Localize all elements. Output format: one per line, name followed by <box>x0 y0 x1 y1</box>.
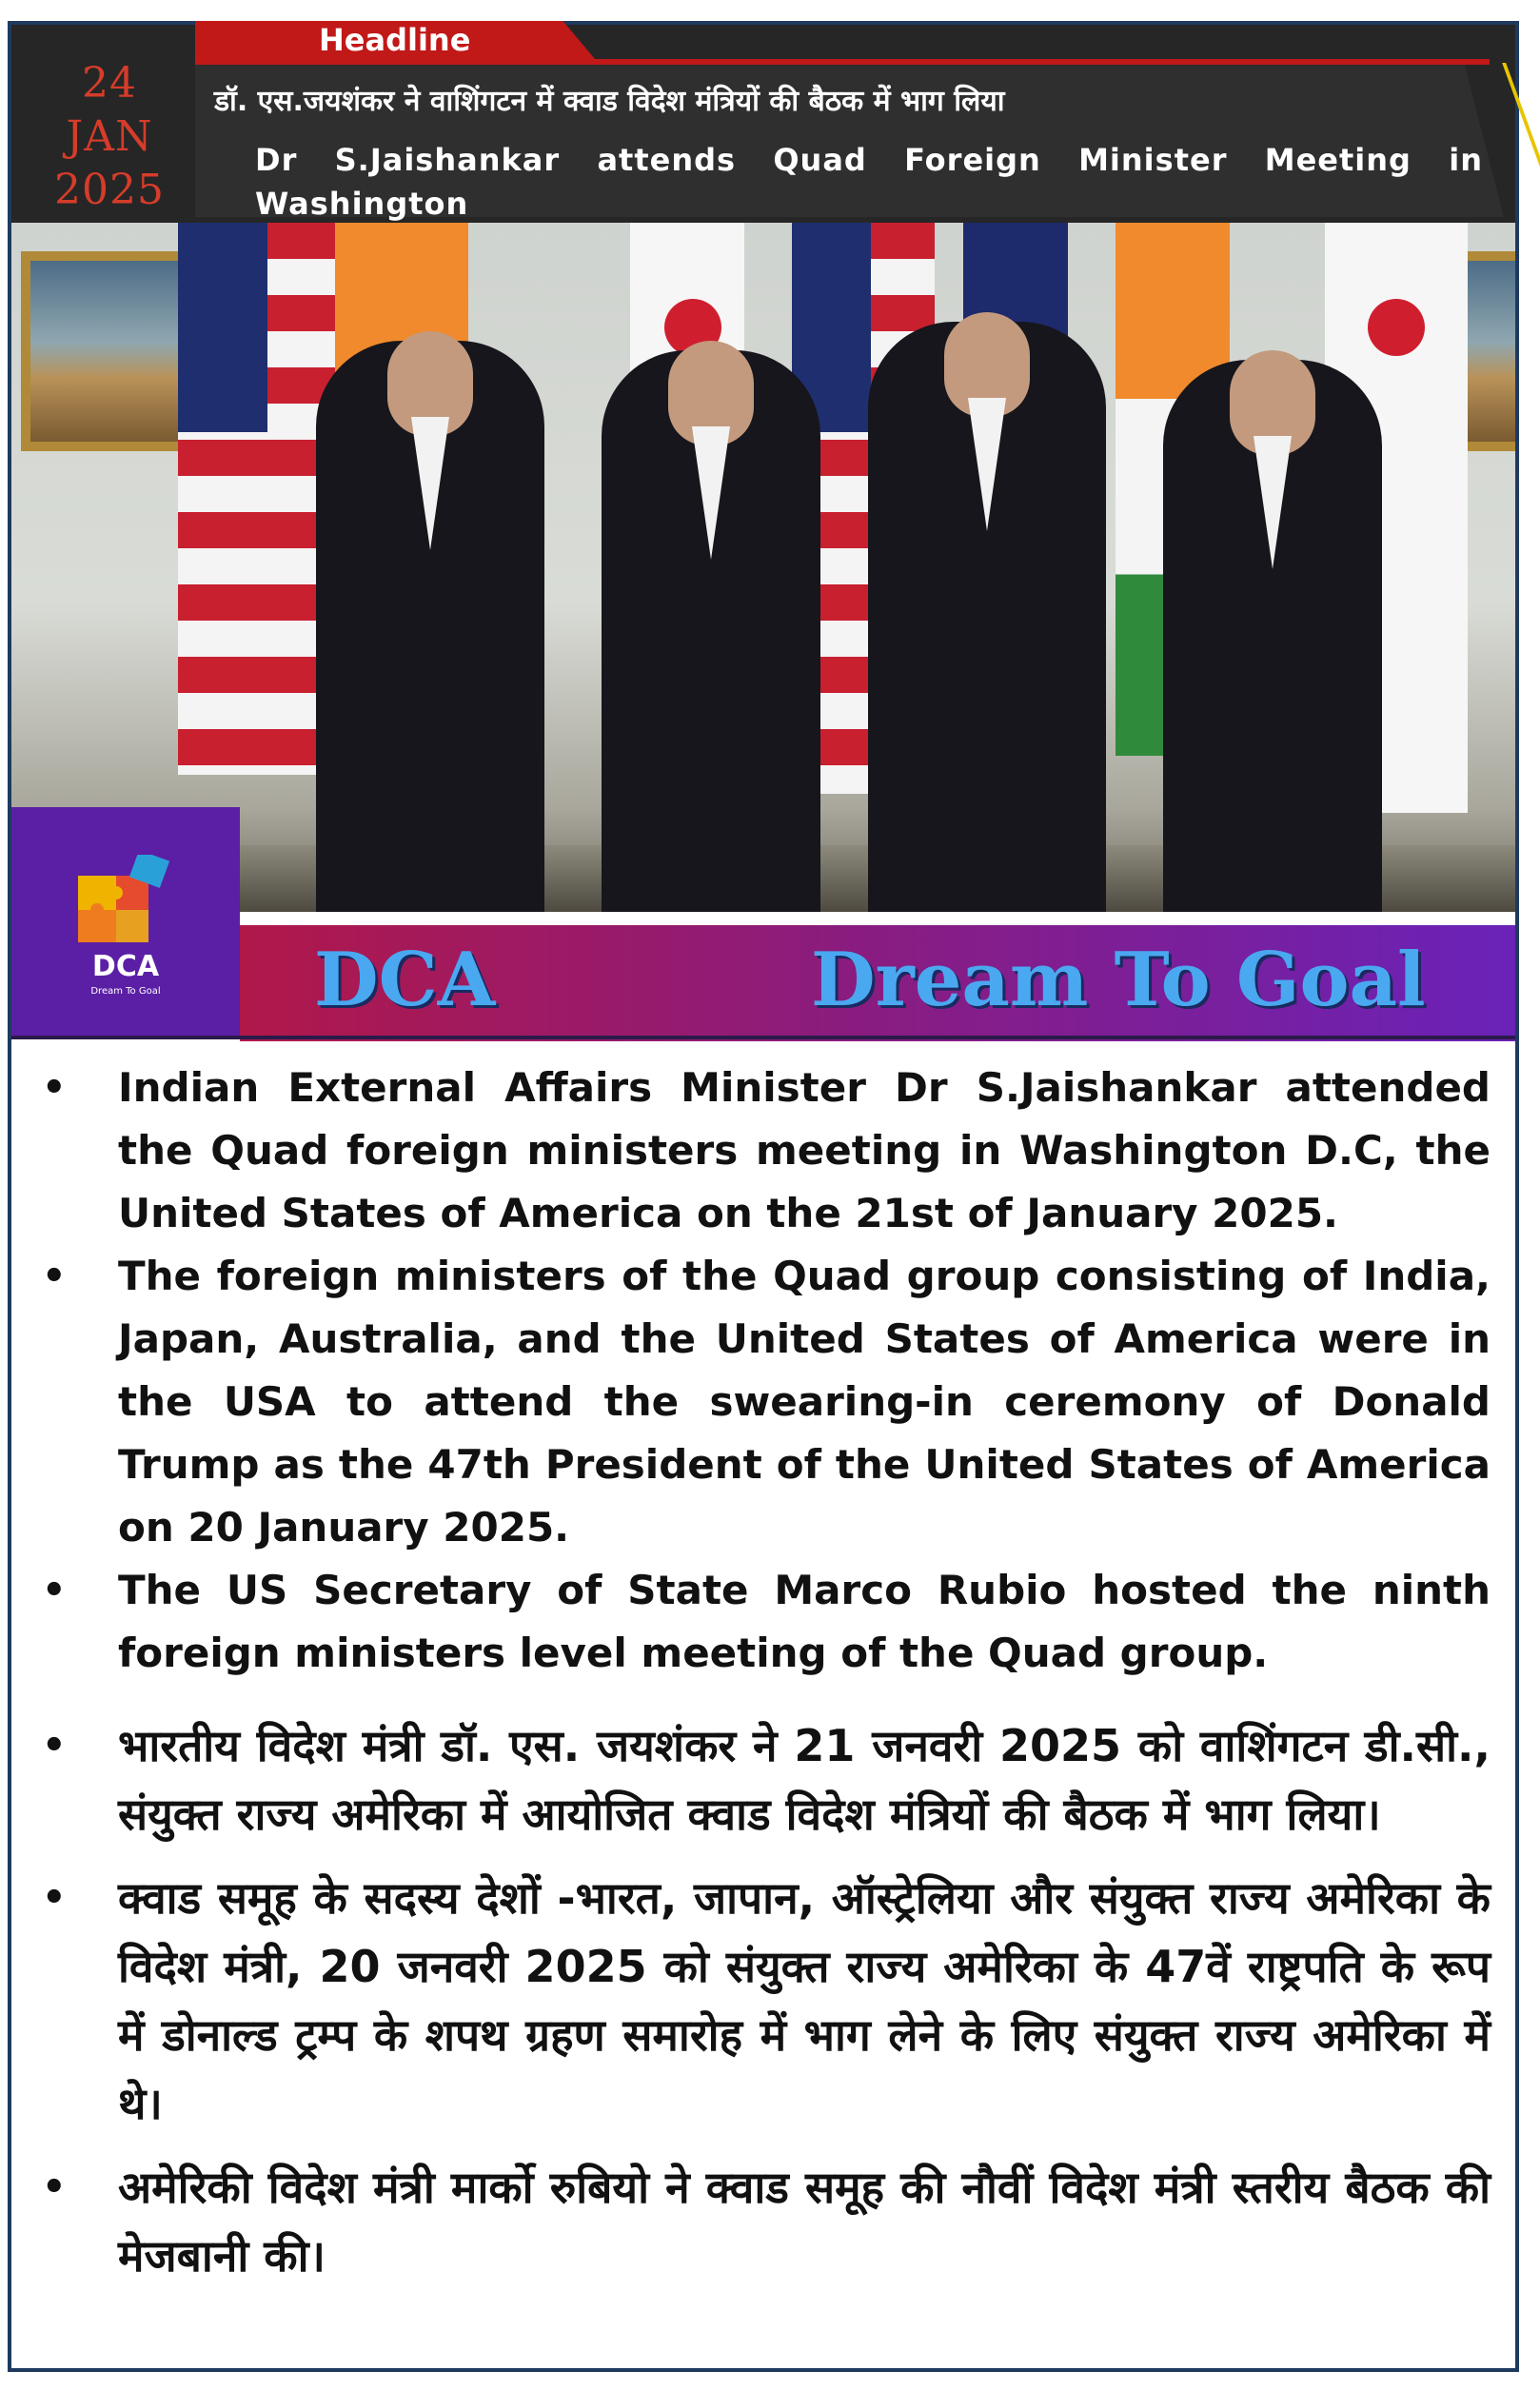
headline-tab-label: Headline <box>319 22 471 58</box>
date-month: JAN <box>66 112 153 161</box>
date-year: 2025 <box>54 166 165 214</box>
headline-divider <box>195 59 1490 65</box>
person-3 <box>868 322 1106 912</box>
person-2 <box>602 350 820 912</box>
date-day: 24 <box>82 59 137 108</box>
brand-name: DCA <box>314 937 496 1023</box>
band-divider <box>11 1036 1515 1039</box>
brand-slogan: Dream To Goal <box>811 937 1426 1023</box>
article-body <box>34 1057 1491 2290</box>
person-1 <box>316 341 544 912</box>
bullet-en-3: • The US Secretary of State Marco Rubio hosted the ninth foreign ministers level meeting of the Quad group. <box>34 1559 1491 1685</box>
headline-english: Dr S.Jaishankar attends Quad Foreign Minister Meeting in <box>255 142 1483 178</box>
brand-band <box>240 919 1515 1041</box>
logo-text: DCA <box>91 950 160 983</box>
bullet-hi-1: • भारतीय विदेश मंत्री डॉ. एस. जयशंकर ने 21 जनवरी 2025 को वाशिंगटन डी.सी., संयुक्त राज्य अमेरिका में आयोजित क्वाड विदेश मंत्रियों की बैठक में भाग लिया। <box>34 1711 1491 1848</box>
bullet-hi-2: • क्वाड समूह के सदस्य देशों -भारत, जापान, ऑस्ट्रेलिया और संयुक्त राज्य अमेरिका के विदेश मंत्री, 20 जनवरी 2025 को संयुक्त राज्य अमेरिका के 47वें राष्ट्रपति के रूप में डोनाल्ड ट्रम्प के शपथ ग्रहण समारोह में भाग लेने के लिए संयुक्त राज्य अमेरिका में थे। <box>34 1864 1491 2138</box>
dca-logo <box>11 807 240 1036</box>
date-box <box>29 57 190 219</box>
headline-hindi: डॉ. एस.जयशंकर ने वाशिंगटन में क्वाड विदेश मंत्रियों की बैठक में भाग लिया <box>214 85 1005 118</box>
puzzle-logo-icon <box>74 855 169 946</box>
bullet-en-1: • Indian External Affairs Minister Dr S.Jaishankar attended the Quad foreign ministers meeting in Washington D.C, the United States of America on the 21st of January 2025. <box>34 1057 1491 1245</box>
logo-tagline: Dream To Goal <box>90 986 161 997</box>
bullet-hi-3: • अमेरिकी विदेश मंत्री मार्को रुबियो ने क्वाड समूह की नौवीं विदेश मंत्री स्तरीय बैठक की मेजबानी की। <box>34 2153 1491 2290</box>
headline-english-line2: Washington <box>255 186 469 221</box>
person-4 <box>1163 360 1382 912</box>
bullet-en-2: • The foreign ministers of the Quad group consisting of India, Japan, Australia, and the United States of America were in the USA to attend the swearing-in ceremony of Donald Trump as the 47th President of the United States of America on 20 January 2025. <box>34 1245 1491 1559</box>
